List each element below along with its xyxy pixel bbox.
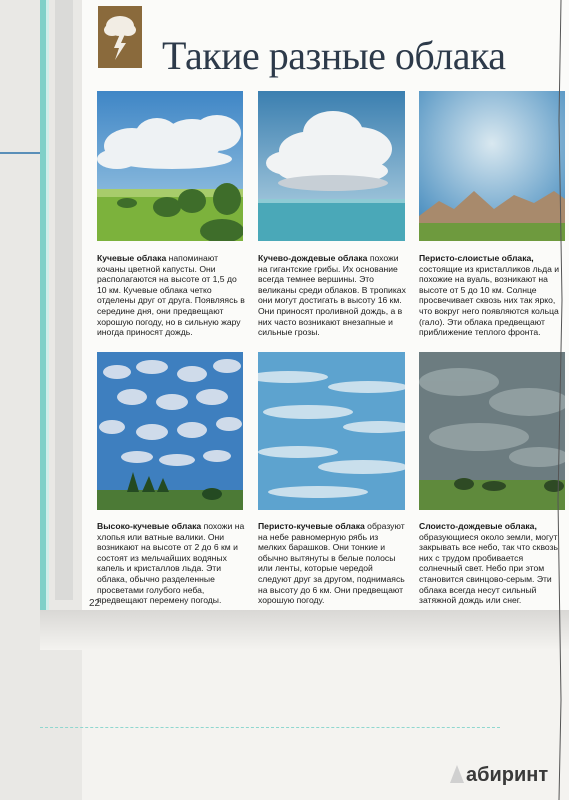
caption-cirrocumulus: [258, 521, 408, 606]
caption-title: Слоисто-дождевые облака,: [419, 521, 537, 531]
cirrostratus-photo: [419, 91, 565, 241]
caption-title: Перисто-слоистые облака,: [419, 253, 534, 263]
caption-text: похожи на гигантские грибы. Их основание всегда темнее вершины. Это великаны среди облаков. В тропиках они могут достигать в высоту 16 км. Они приносят проливной дождь, а в них часто возникают внезапные и сильные грозы.: [258, 253, 406, 338]
cumulus-photo: [97, 91, 243, 241]
scan-edge-marks: [553, 0, 567, 800]
caption-text: образующиеся около земли, могут закрывать все небо, так что сквозь них с трудом пробивается солнечный свет. Небо при этом становится свинцово-серым. Эти облака всегда несут сильный затяжной дождь или снег.: [419, 531, 559, 606]
caption-text: похожи на хлопья или ватные валики. Они возникают на высоте от 2 до 6 км и состоят из мельчайших водяных капель и кристаллов льда. Эти облака, обычно разделенные просветами голубого неба, предвещают перемену погоды.: [97, 521, 245, 606]
cirrocumulus-photo: [258, 352, 405, 510]
caption-title: Высоко-кучевые облака: [97, 521, 202, 531]
cloud-lightning-logo: [98, 6, 142, 68]
watermark-text: абиринт: [466, 764, 549, 786]
caption-text: напоминают кочаны цветной капусты. Они располагаются на высоте от 1,5 до 10 км. Кучевые облака четко отделены друг от друга. Появляясь в середине дня, они предвещают хорошую погоду, но в сильную жару иногда приносят дождь.: [97, 253, 245, 338]
page-edge-band-light: [46, 0, 49, 610]
caption-cirrostratus: [419, 253, 567, 338]
caption-text: состоящие из кристалликов льда и похожие на вуаль, возникают на высоте от 5 до 10 км. Солнце просвечивает сквозь них так ярко, что вокруг него появляются кольца (гало). Эти облака предвещают приближение теплого фронта.: [419, 263, 560, 338]
page-title: Такие разные облака: [162, 33, 506, 78]
caption-title: Перисто-кучевые облака: [258, 521, 365, 531]
caption-cumulus: [97, 253, 247, 338]
cumulonimbus-photo: [258, 91, 405, 241]
caption-nimbostratus: [419, 521, 567, 606]
nimbostratus-photo: [419, 352, 565, 510]
page-shadow: [40, 610, 569, 650]
altocumulus-photo: [97, 352, 243, 510]
caption-altocumulus: [97, 521, 247, 606]
labirint-logo-icon: [450, 765, 464, 783]
dotted-line: [40, 727, 500, 728]
page-edge-strip: [55, 0, 73, 600]
caption-title: Кучевые облака: [97, 253, 167, 263]
labirint-watermark: [450, 764, 548, 787]
caption-title: Кучево-дождевые облака: [258, 253, 368, 263]
page-number: 22: [89, 598, 101, 609]
caption-text: образуют на небе равномерную рябь из мелких барашков. Они тонкие и обычно вытянуты в белые полосы или ленты, которые чередой следуют друг за другом, поднимаясь на высоту до 6 км. Они предвещают хорошую погоду.: [258, 521, 405, 606]
caption-cumulonimbus: [258, 253, 408, 338]
